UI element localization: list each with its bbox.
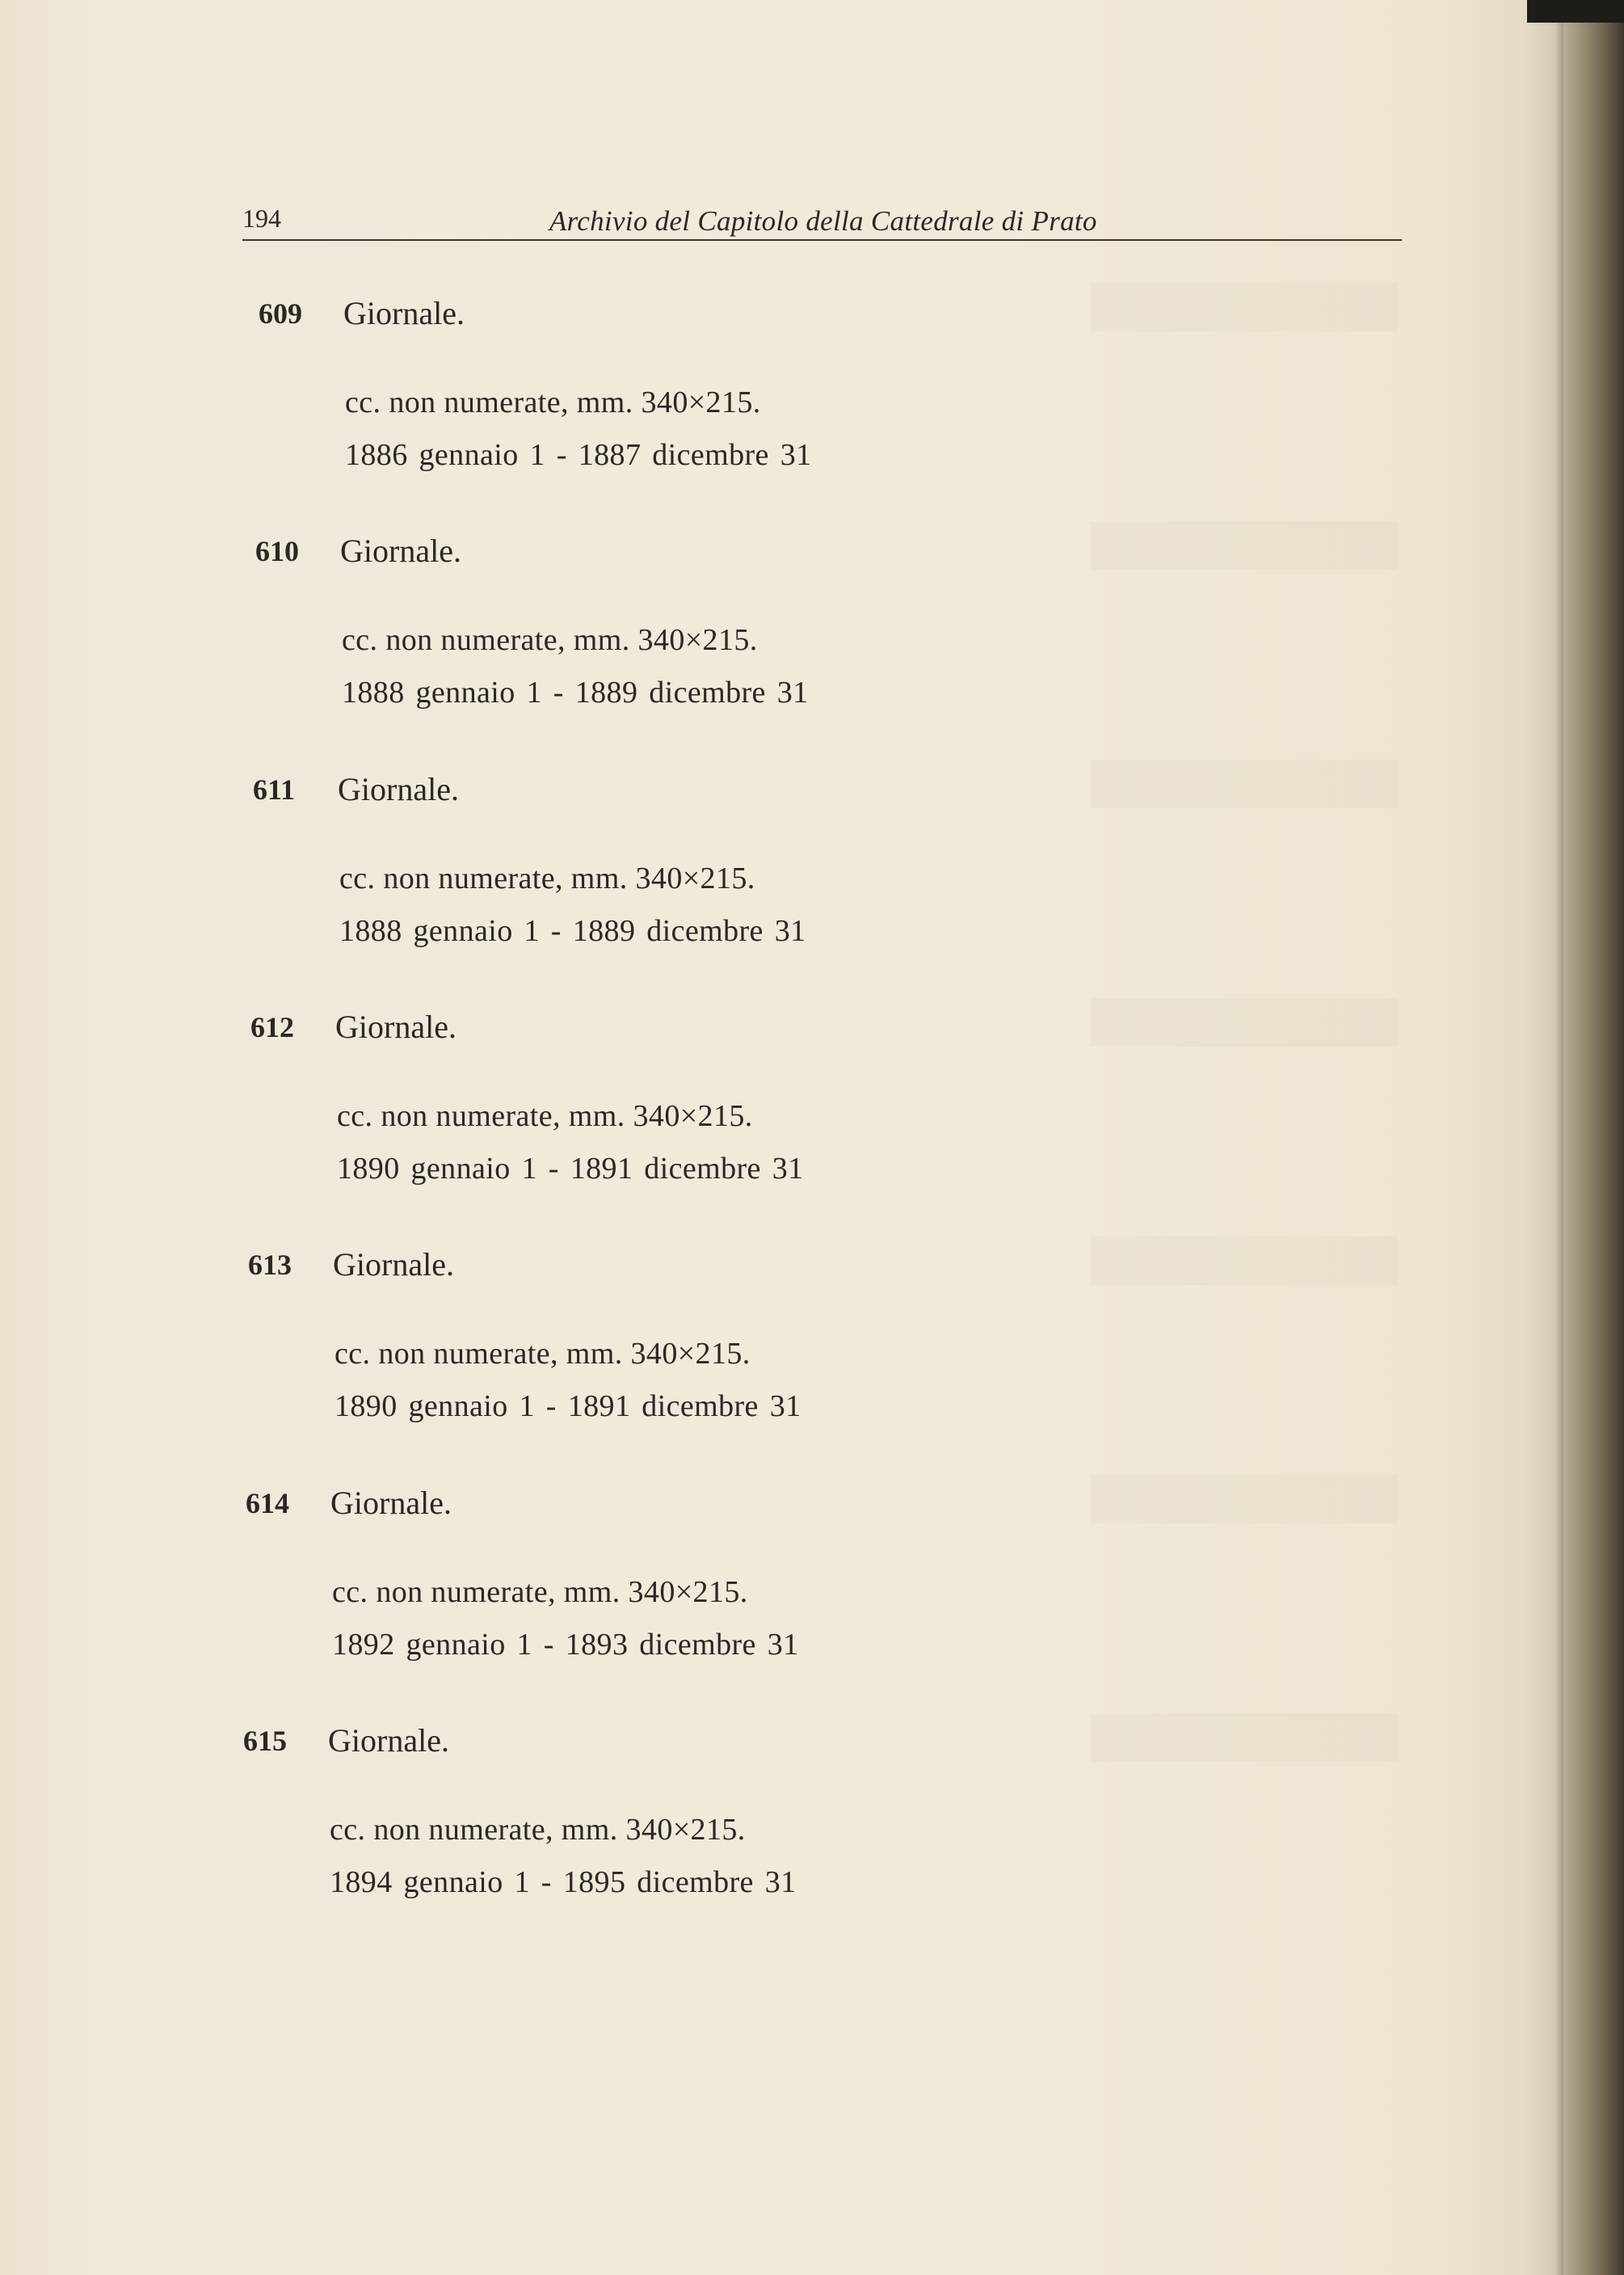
entry-dates: 1888 gennaio 1 - 1889 dicembre 31 (342, 676, 809, 710)
entry-title: Giornale. (333, 1246, 454, 1283)
entry-number: 613 (248, 1249, 292, 1281)
entry-title: Giornale. (343, 295, 465, 331)
running-header-title: Archivio del Capitolo della Cattedrale di Prato (549, 205, 1097, 237)
book-spine (1563, 0, 1624, 2275)
entry-description: cc. non numerate, mm. 340×215. (334, 1337, 751, 1371)
entry-title: Giornale. (338, 771, 459, 807)
entry-dates: 1894 gennaio 1 - 1895 dicembre 31 (330, 1865, 797, 1899)
entry-title: Giornale. (328, 1722, 449, 1759)
catalog-entry-610 (255, 531, 1063, 717)
catalog-entry-612 (250, 1007, 1058, 1193)
entry-number: 609 (259, 297, 302, 330)
entry-description: cc. non numerate, mm. 340×215. (342, 623, 758, 657)
catalog-entry-609 (259, 293, 1067, 479)
catalog-entry-615 (243, 1721, 1051, 1906)
entry-title: Giornale. (340, 533, 461, 569)
catalog-entry-613 (248, 1245, 1056, 1430)
entry-title: Giornale. (330, 1485, 452, 1521)
entry-dates: 1890 gennaio 1 - 1891 dicembre 31 (334, 1389, 801, 1423)
entry-description: cc. non numerate, mm. 340×215. (339, 862, 755, 895)
entry-number: 612 (250, 1011, 294, 1043)
show-through-text (1091, 283, 1398, 1899)
entry-dates: 1890 gennaio 1 - 1891 dicembre 31 (337, 1152, 804, 1186)
page-number: 194 (242, 204, 281, 233)
running-header (242, 199, 1402, 241)
entry-description: cc. non numerate, mm. 340×215. (332, 1575, 748, 1609)
entry-number: 610 (255, 535, 299, 567)
entry-dates: 1886 gennaio 1 - 1887 dicembre 31 (345, 438, 812, 472)
catalog-entry-611 (253, 769, 1061, 955)
entry-number: 615 (243, 1725, 287, 1757)
entry-description: cc. non numerate, mm. 340×215. (345, 385, 761, 419)
catalog-entry-614 (246, 1483, 1054, 1669)
entry-dates: 1888 gennaio 1 - 1889 dicembre 31 (339, 914, 806, 948)
entry-description: cc. non numerate, mm. 340×215. (337, 1099, 753, 1133)
entry-dates: 1892 gennaio 1 - 1893 dicembre 31 (332, 1628, 799, 1662)
entry-title: Giornale. (335, 1009, 456, 1045)
page-corner-shadow (1527, 0, 1624, 23)
entry-number: 611 (253, 773, 296, 806)
entry-number: 614 (246, 1487, 289, 1519)
entry-description: cc. non numerate, mm. 340×215. (330, 1813, 746, 1847)
